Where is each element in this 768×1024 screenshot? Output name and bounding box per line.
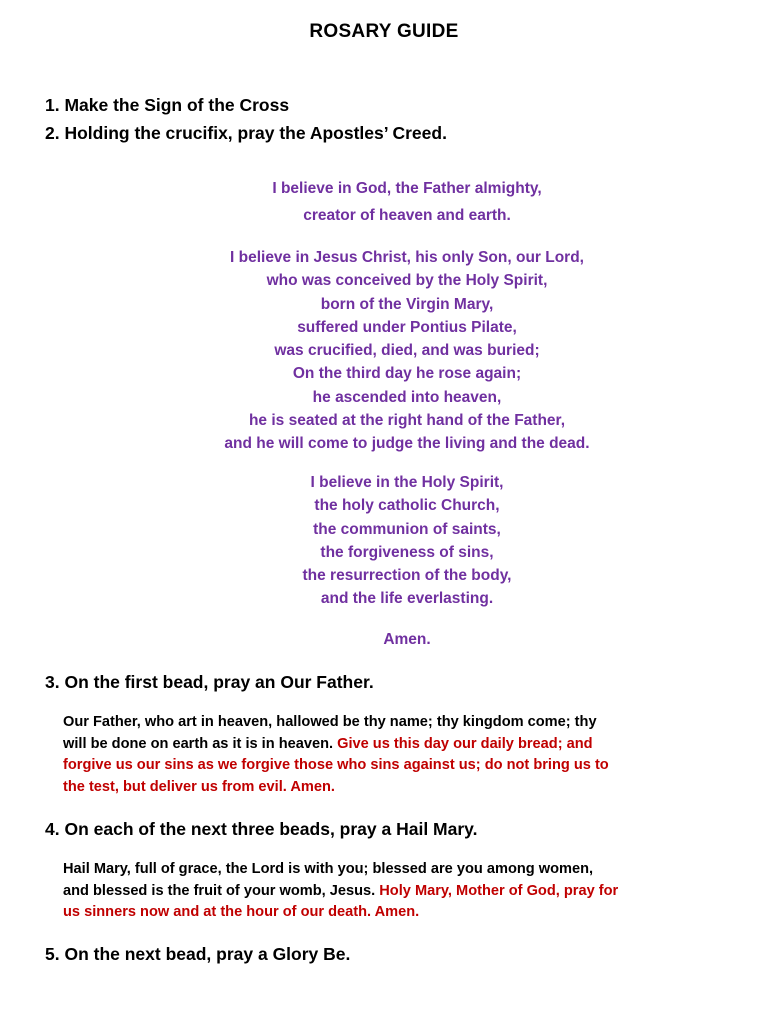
prayer-line (63, 777, 763, 799)
creed-amen-line: Amen. (383, 631, 431, 648)
step-1-sign-of-cross: 1. Make the Sign of the Cross (45, 95, 290, 115)
creed-line: the communion of saints, (313, 520, 501, 538)
creed-line: suffered under Pontius Pilate, (297, 318, 517, 336)
our-father-prayer (63, 712, 763, 798)
prayer-text-red: the test, but deliver us from evil. Amen. (63, 778, 335, 795)
prayer-text-red: forgive us our sins as we forgive those who sins against us; do not bring us to (63, 757, 609, 773)
prayer-text-black: Hail Mary, full of grace, the Lord is with you; blessed are you among women, (63, 861, 594, 877)
prayer-line (63, 755, 763, 777)
creed-stanza-3 (0, 471, 768, 611)
creed-line: he is seated at the right hand of the Father, (248, 412, 566, 430)
creed-line: was crucified, died, and was buried; (274, 342, 540, 360)
creed-line: who was conceived by the Holy Spirit, (266, 272, 548, 290)
prayer-text-black: Our Father, who art in heaven, hallowed be thy name; thy kingdom come; thy (63, 714, 597, 730)
creed-line: born of the Virgin Mary, (320, 295, 494, 313)
prayer-text-red: Give us this day our daily bread; and (337, 735, 593, 752)
step-3-our-father: 3. On the first bead, pray an Our Father. (45, 672, 374, 692)
step-5-glory-be: 5. On the next bead, pray a Glory Be. (45, 944, 351, 964)
hail-mary-prayer (63, 859, 763, 924)
prayer-line (63, 881, 763, 903)
prayer-line (63, 859, 763, 881)
creed-stanza-2 (0, 246, 768, 456)
creed-line: the resurrection of the body, (302, 567, 512, 585)
creed-line: and the life everlasting. (320, 590, 494, 608)
creed-line: creator of heaven and earth. (303, 207, 511, 224)
creed-line: and he will come to judge the living and the dead. (224, 435, 590, 453)
creed-line: I believe in Jesus Christ, his only Son, our Lord, (230, 249, 584, 266)
creed-line: the forgiveness of sins, (320, 543, 494, 561)
creed-line: I believe in the Holy Spirit, (310, 474, 504, 491)
prayer-line (63, 734, 763, 756)
creed-line: I believe in God, the Father almighty, (272, 180, 542, 197)
creed-line: On the third day he rose again; (292, 365, 522, 383)
step-4-hail-mary: 4. On each of the next three beads, pray a Hail Mary. (45, 819, 478, 839)
creed-amen (0, 628, 768, 651)
creed-stanza-1 (0, 175, 768, 229)
page-title: ROSARY GUIDE (309, 21, 459, 42)
prayer-text-black: and blessed is the fruit of your womb, Jesus. (63, 882, 380, 899)
creed-line: the holy catholic Church, (314, 497, 500, 515)
prayer-text-red: Holy Mary, Mother of God, pray for (379, 882, 619, 899)
prayer-line (63, 902, 763, 924)
prayer-line (63, 712, 763, 734)
creed-line: he ascended into heaven, (312, 388, 502, 406)
step-2-apostles-creed: 2. Holding the crucifix, pray the Apostles’ Creed. (45, 123, 447, 143)
prayer-text-red: us sinners now and at the hour of our death. Amen. (63, 904, 420, 920)
prayer-text-black: will be done on earth as it is in heaven. (63, 735, 338, 752)
